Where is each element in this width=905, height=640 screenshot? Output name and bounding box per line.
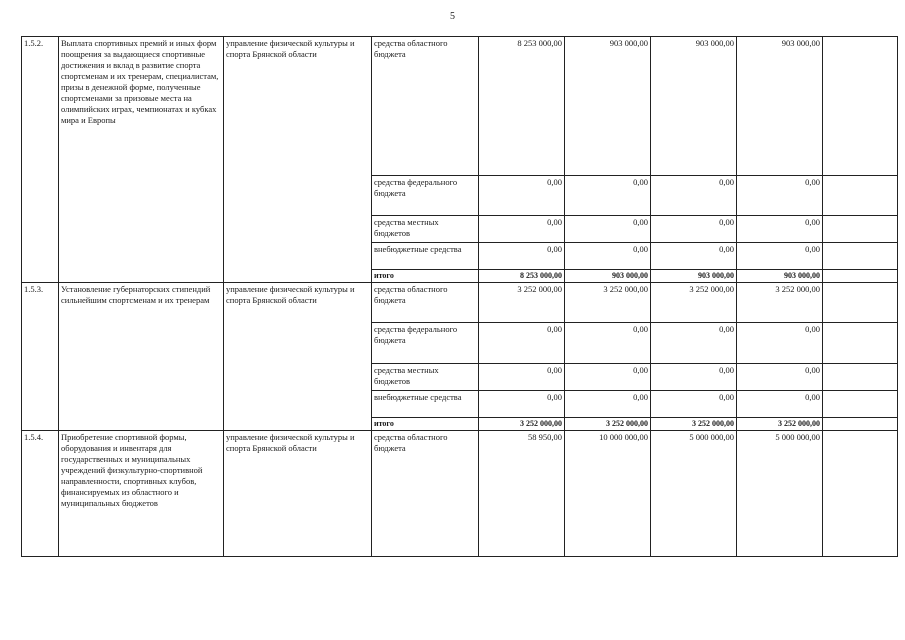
total-amount-cell: 903 000,00 <box>565 270 651 283</box>
empty-cell <box>823 270 898 283</box>
total-amount-cell: 3 252 000,00 <box>651 418 737 431</box>
amount-cell: 0,00 <box>737 391 823 418</box>
amount-cell: 0,00 <box>479 364 565 391</box>
amount-cell: 0,00 <box>565 176 651 216</box>
funding-source: внебюджетные средства <box>372 243 479 270</box>
funding-source-total: итого <box>372 418 479 431</box>
amount-cell: 0,00 <box>565 323 651 364</box>
empty-cell <box>823 37 898 176</box>
funding-source: средства федерального бюджета <box>372 323 479 364</box>
funding-source: средства областного бюджета <box>372 283 479 323</box>
amount-cell: 0,00 <box>737 176 823 216</box>
amount-cell: 0,00 <box>651 216 737 243</box>
funding-source: средства областного бюджета <box>372 431 479 557</box>
measure-code: 1.5.3. <box>22 283 59 431</box>
empty-cell <box>823 216 898 243</box>
table-row <box>22 37 898 176</box>
empty-cell <box>823 243 898 270</box>
amount-cell: 0,00 <box>479 176 565 216</box>
measure-name: Установление губернаторских стипендий сильнейшим спортсменам и их тренерам <box>59 283 224 431</box>
funding-source: внебюджетные средства <box>372 391 479 418</box>
amount-cell: 0,00 <box>565 216 651 243</box>
amount-cell: 0,00 <box>737 364 823 391</box>
empty-cell <box>823 391 898 418</box>
amount-cell: 0,00 <box>565 243 651 270</box>
amount-cell: 0,00 <box>737 323 823 364</box>
measure-code: 1.5.2. <box>22 37 59 283</box>
amount-cell: 903 000,00 <box>565 37 651 176</box>
funding-source: средства местных бюджетов <box>372 364 479 391</box>
amount-cell: 0,00 <box>565 391 651 418</box>
amount-cell: 5 000 000,00 <box>737 431 823 557</box>
measure-name: Приобретение спортивной формы, оборудования и инвентаря для государственных и муниципальных учреждений физкультурно-спортивной направленности, спортивных клубов, финансируемых из областного и муниципальных бюджетов <box>59 431 224 557</box>
measure-executor: управление физической культуры и спорта Брянской области <box>224 431 372 557</box>
empty-cell <box>823 364 898 391</box>
funding-source: средства областного бюджета <box>372 37 479 176</box>
amount-cell: 0,00 <box>479 323 565 364</box>
amount-cell: 0,00 <box>479 391 565 418</box>
empty-cell <box>823 176 898 216</box>
measure-name: Выплата спортивных премий и иных форм поощрения за выдающиеся спортивные достижения и вклад в развитие спорта спортсменам и их тренерам, специалистам, призы в денежной форме, полученные спортсменами за призовые места на олимпийских играх, чемпионатах и кубках мира и Европы <box>59 37 224 283</box>
table-row <box>22 283 898 323</box>
amount-cell: 3 252 000,00 <box>651 283 737 323</box>
funding-source: средства местных бюджетов <box>372 216 479 243</box>
amount-cell: 0,00 <box>737 216 823 243</box>
amount-cell: 0,00 <box>651 391 737 418</box>
total-amount-cell: 3 252 000,00 <box>565 418 651 431</box>
funding-source: средства федерального бюджета <box>372 176 479 216</box>
table-row <box>22 431 898 557</box>
amount-cell: 58 950,00 <box>479 431 565 557</box>
total-amount-cell: 3 252 000,00 <box>737 418 823 431</box>
total-amount-cell: 3 252 000,00 <box>479 418 565 431</box>
amount-cell: 0,00 <box>651 323 737 364</box>
measure-executor: управление физической культуры и спорта Брянской области <box>224 283 372 431</box>
program-financing-table <box>21 36 898 557</box>
amount-cell: 0,00 <box>479 216 565 243</box>
page-number: 5 <box>450 11 455 22</box>
empty-cell <box>823 431 898 557</box>
amount-cell: 0,00 <box>737 243 823 270</box>
amount-cell: 3 252 000,00 <box>737 283 823 323</box>
amount-cell: 0,00 <box>651 364 737 391</box>
amount-cell: 903 000,00 <box>737 37 823 176</box>
amount-cell: 3 252 000,00 <box>565 283 651 323</box>
empty-cell <box>823 283 898 323</box>
amount-cell: 10 000 000,00 <box>565 431 651 557</box>
total-amount-cell: 903 000,00 <box>651 270 737 283</box>
empty-cell <box>823 418 898 431</box>
amount-cell: 0,00 <box>651 243 737 270</box>
empty-cell <box>823 323 898 364</box>
total-amount-cell: 8 253 000,00 <box>479 270 565 283</box>
measure-executor: управление физической культуры и спорта Брянской области <box>224 37 372 283</box>
amount-cell: 0,00 <box>651 176 737 216</box>
amount-cell: 903 000,00 <box>651 37 737 176</box>
amount-cell: 8 253 000,00 <box>479 37 565 176</box>
amount-cell: 5 000 000,00 <box>651 431 737 557</box>
measure-code: 1.5.4. <box>22 431 59 557</box>
amount-cell: 3 252 000,00 <box>479 283 565 323</box>
total-amount-cell: 903 000,00 <box>737 270 823 283</box>
amount-cell: 0,00 <box>479 243 565 270</box>
funding-source-total: итого <box>372 270 479 283</box>
amount-cell: 0,00 <box>565 364 651 391</box>
